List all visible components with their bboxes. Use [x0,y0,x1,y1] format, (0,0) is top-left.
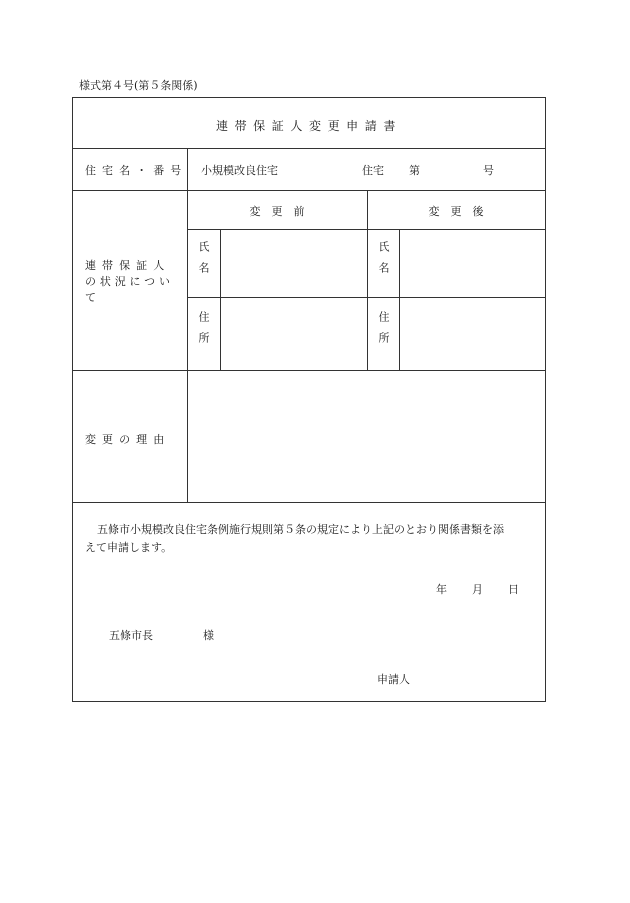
date-month: 月 [472,583,483,596]
statement-line1: 五條市小規模改良住宅条例施行規則第５条の規定により上記のとおり関係書類を添 [97,523,504,536]
housing-go: 号 [483,164,494,177]
date-year: 年 [436,583,447,596]
title-row [73,98,545,149]
date-day: 日 [508,583,519,596]
guarantor-section [73,191,545,371]
application-form [72,97,546,702]
reason-label: 変更の理由 [85,433,171,446]
housing-unit-prefix: 住宅 [362,164,384,177]
guarantor-label-line3: て [85,291,96,304]
after-header: 変 更 後 [428,205,484,218]
before-address-label: 住所 [197,311,210,353]
housing-dai: 第 [409,164,420,177]
housing-row [73,149,545,191]
statement-line2: えて申請します。 [85,541,173,554]
guarantor-label-line1: 連帯保証人 [85,259,171,272]
after-name-label: 氏名 [377,241,390,283]
applicant-label: 申請人 [377,673,410,686]
form-title: 連帯保証人変更申請書 [215,119,402,133]
before-name-label: 氏名 [197,241,210,283]
housing-name: 小規模改良住宅 [201,164,278,177]
guarantor-label-line2: の状況につい [85,275,174,288]
housing-label: 住宅名・番号 [85,164,188,177]
addressee-honorific: 様 [203,629,214,642]
before-header: 変 更 前 [249,205,305,218]
reason-row [73,371,545,503]
form-number: 様式第４号(第５条関係) [79,79,198,92]
addressee: 五條市長 [109,629,153,642]
after-address-label: 住所 [377,311,390,353]
